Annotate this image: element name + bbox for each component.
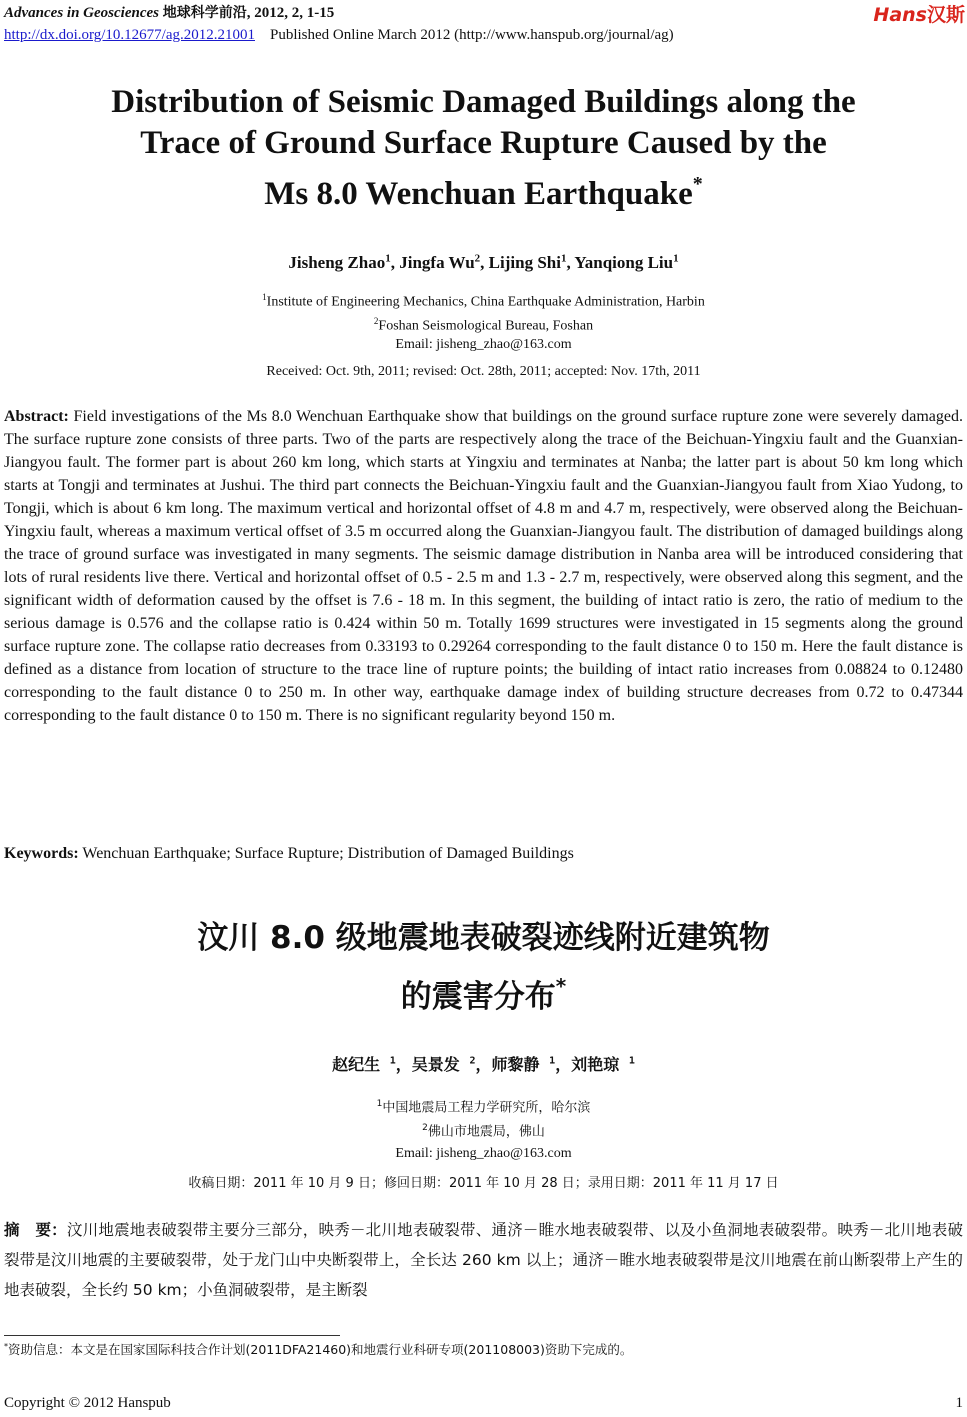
paper-title-cn <box>40 914 927 1021</box>
issue-info: , 2012, 2, 1-15 <box>246 5 335 21</box>
keywords-body: Wenchuan Earthquake; Surface Rupture; Distribution of Damaged Buildings <box>78 845 574 862</box>
author-cn: 吴景发 $^2$， <box>411 1055 492 1074</box>
running-header <box>4 2 963 46</box>
title-line: Distribution of Seismic Damaged Buildings along the <box>111 84 856 120</box>
abstract-body: Field investigations of the Ms 8.0 Wenchuan Earthquake show that buildings on the ground surface rupture zone were severely damaged. The surface rupture zone consists of three parts. Two of the parts are respectively along the trace of the Beichuan-Yingxiu fault and the Guanxian-Jiangyou fault. The former part is about 260 km long, which starts at Yingxiu and terminates at Nanba; the latter part is about 50 km long which starts at Tongji and terminates at Jushui. The third part connects the Beichuan-Yingxiu fault and the Guanxian-Jiangyou fault from Xiao Yudong, to Tongji, which is about 6 km long. The maximum vertical and horizontal offset of 4.8 m and 4.7 m, respectively, were observed along the Beichuan-Yingxiu fault, whereas a maximum vertical offset of 3.5 m occurred along the Guanxian-Jiangyou fault. The distribution of damaged buildings along the trace of ground surface was investigated in many segments. The seismic damage distribution in Nanba area will be introduced considering that lots of rural residents live there. Vertical and horizontal offset of 0.5 - 2.5 m and 1.3 - 2.7 m, respectively, were observed along this segment, and the significant width of deformation caused by the offset is 7.6 - 18 m. In this segment, the building of intact ratio is zero, the ratio of medium to the serious damage is 0.576 and the collapse ratio is 0.424 within 50 m. Totally 1699 structures were investigated in 15 segments along the ground surface rupture zone. The collapse ratio decreases from 0.33193 to 0.29264 corresponding to the fault distance 0 to 150 m. Here the fault distance is defined as a distance from location of structure to the trace line of rupture points; the building of intact ratio increases from 0.08824 to 0.12480 corresponding to the fault distance 0 to 250 m. In other way, earthquake damage index of building structure decreases from 0.72 to 0.47344 corresponding to the fault distance 0 to 150 m. There is no significant regularity beyond 150 m. <box>4 408 963 724</box>
author-list <box>0 252 967 273</box>
abstract-cn-label: 摘 要： <box>4 1221 67 1239</box>
abstract <box>4 405 963 727</box>
author-list-cn <box>0 1052 967 1075</box>
received-dates: Received: Oct. 9th, 2011; revised: Oct. 28th, 2011; accepted: Nov. 17th, 2011 <box>266 364 701 379</box>
author-cn: 师黎静 $^1$， <box>491 1055 572 1074</box>
journal-name-cn: 地球科学前沿 <box>162 5 247 21</box>
footnote-divider <box>4 1335 340 1336</box>
affiliation: $^2$Foshan Seismological Bureau, Foshan <box>373 315 594 334</box>
author-cn: 赵纪生 $^1$， <box>332 1055 412 1074</box>
title-line: Ms 8.0 Wenchuan Earthquake <box>264 176 693 212</box>
doi-link[interactable]: http://dx.doi.org/10.12677/ag.2012.21001 <box>4 27 255 43</box>
keywords <box>4 843 963 865</box>
keywords-label: Keywords: <box>4 845 79 862</box>
copyright: Copyright © 2012 Hanspub <box>4 1395 171 1411</box>
affiliations-cn <box>0 1094 967 1164</box>
affiliation-cn: $^1$中国地震局工程力学研究所，哈尔滨 <box>376 1099 591 1116</box>
journal-name: Advances in Geosciences <box>4 5 159 21</box>
affiliations <box>0 288 967 354</box>
abstract-label: Abstract: <box>4 408 69 425</box>
doi-line <box>4 24 963 46</box>
page-number: 1 <box>955 1395 963 1411</box>
funding-mark: * <box>692 173 703 195</box>
abstract-cn <box>4 1215 963 1305</box>
author-cn: 刘艳琼 $^1$ <box>571 1055 635 1074</box>
author: Yanqiong Liu$^1$ <box>574 252 679 272</box>
funding-mark: * <box>555 974 567 998</box>
author: Jingfa Wu$^2$, <box>399 252 489 272</box>
affiliation: $^1$Institute of Engineering Mechanics, China Earthquake Administration, Harbin <box>262 292 705 310</box>
author: Jisheng Zhao$^1$, <box>288 252 400 272</box>
author: Lijing Shi$^1$, <box>488 252 575 272</box>
hanspub-logo: Hans汉斯 <box>873 4 965 26</box>
journal-line <box>4 2 963 24</box>
email-cn: Email: jisheng_zhao@163.com <box>395 1145 572 1161</box>
page-footer <box>4 1395 963 1412</box>
title-cn-line: 的震害分布 <box>400 979 556 1015</box>
affiliation-cn: $^2$佛山市地震局，佛山 <box>422 1123 545 1140</box>
paper-title <box>40 82 927 215</box>
abstract-cn-body: 汶川地震地表破裂带主要分三部分，映秀－北川地表破裂带、通济－睢水地表破裂带、以及小鱼洞地表破裂带。映秀－北川地表破裂带是汶川地震的主要破裂带，处于龙门山中央断裂带上，全长达 260 km 以上；通济－睢水地表破裂带是汶川地震在前山断裂带上产生的地表破裂，全长约 50 km；小鱼洞破裂带，是主断裂 <box>4 1221 963 1299</box>
email: Email: jisheng_zhao@163.com <box>395 337 572 353</box>
received-dates-cn: 收稿日期：2011 年 10 月 9 日；修回日期：2011 年 10 月 28 日；录用日期：2011 年 11 月 17 日 <box>188 1176 779 1191</box>
published-online: Published Online March 2012 (http://www.hanspub.org/journal/ag) <box>269 27 674 43</box>
title-cn-line: 汶川 8.0 级地震地表破裂迹线附近建筑物 <box>197 920 770 956</box>
funding-footnote: *资助信息：本文是在国家国际科技合作计划(2011DFA21460)和地震行业科研专项(201108003)资助下完成的。 <box>4 1341 633 1357</box>
title-line: Trace of Ground Surface Rupture Caused by the <box>140 125 827 161</box>
